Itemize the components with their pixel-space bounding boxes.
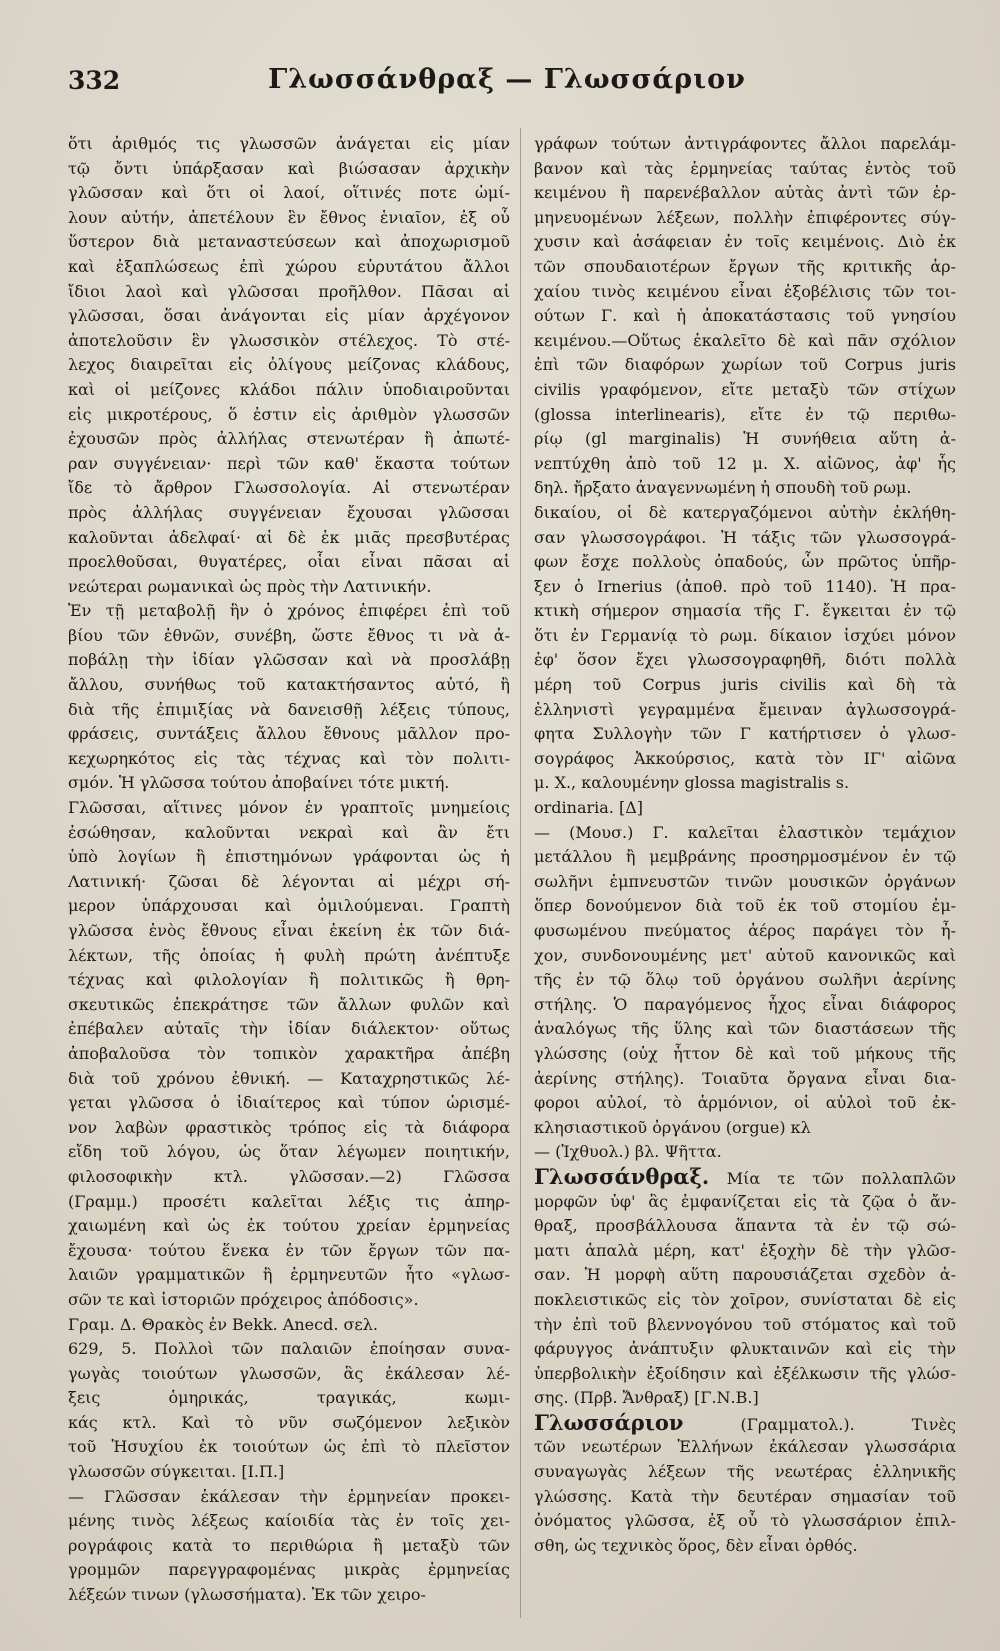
text-line: γεται γλῶσσα ὁ ἰδιαίτερος καὶ τύπον ὡρισμέ- (68, 1093, 510, 1113)
text-line: λέκτων, τῆς ὁποίας ἡ φυλὴ πρώτη ἀνέπτυξε (68, 945, 510, 965)
text-line: σογράφος Ἀκκούρσιος, κατὰ τὸν ΙΓ' αἰῶνα (534, 748, 956, 768)
text-line: γλῶσσαι, ὅσαι ἀνάγονται εἰς μίαν ἀρχέγονον (68, 306, 510, 326)
text-line: ἐχουσῶν πρὸς ἀλλήλας στενωτέραν ἢ ἀπωτέ- (68, 429, 510, 449)
right-column (534, 132, 956, 1558)
text-line: τῷ ὄντι ὑπάρξασαν καὶ βιώσασαν ἀρχικὴν (68, 158, 510, 178)
text-line (534, 1165, 956, 1190)
text-line: γλώσσης. Κατὰ τὴν δευτέραν σημασίαν τοῦ (534, 1486, 956, 1506)
text-line: ἴδιοι λαοὶ καὶ γλῶσσαι προῆλθον. Πᾶσαι αἱ (68, 281, 510, 301)
column-divider (520, 128, 521, 1618)
text-line: γράφων τούτων ἀντιγράφοντες ἄλλοι παρελάμ- (534, 134, 956, 153)
text-line: μηνευομένων λέξεων, πολλὴν ἐπιφέροντες σύγ- (534, 207, 956, 227)
text-line: Γλῶσσαι, αἵτινες μόνον ἐν γραπτοῖς μνημείοις (68, 798, 510, 818)
text-line: ποκλειστικῶς εἰς τὸν χοῖρον, συνίσταται δὲ εἰς (534, 1289, 956, 1309)
entry-headword: Γλωσσάνθραξ. (534, 1164, 710, 1189)
text-line: σθη, ὡς τεχνικὸς ὅρος, δὲν εἶναι ὀρθός. (534, 1535, 858, 1555)
text-line: ἐπὶ τῶν διαφόρων χωρίων τοῦ Corpus juris (534, 355, 956, 375)
text-line: χον, συνδονουμένης μετ' αὐτοῦ κανονικῶς καὶ (534, 945, 956, 965)
text-line: Ἐν τῇ μεταβολῇ ἣν ὁ χρόνος ἐπιφέρει ἐπὶ τοῦ (68, 601, 510, 621)
text-line: ποβάλῃ τὴν ἰδίαν γλῶσσαν καὶ νὰ προσλάβῃ (68, 650, 510, 670)
text-line: γωγὰς τοιούτων γλωσσῶν, ἃς ἐκάλεσαν λέ- (68, 1363, 510, 1383)
page-number: 332 (68, 66, 121, 95)
text-line: μορφῶν ὑφ' ἃς ἐμφανίζεται εἰς τὰ ζῷα ὁ ἄν- (534, 1191, 956, 1211)
text-line: κτικὴ σήμερον σημασία τῆς Γ. ἔγκειται ἐν τῷ (534, 601, 956, 621)
text-line: ἴδε τὸ ἄρθρον Γλωσσολογία. Αἱ στενωτέραν (68, 478, 510, 498)
text-line: ὅτι ἐν Γερμανίᾳ τὸ ρωμ. δίκαιον ἰσχύει μόνον (534, 625, 956, 645)
text-line: φητα Συλλογὴν τῶν Γ κατήρτισεν ὁ γλωσ- (534, 724, 956, 744)
text-line: λαιῶν γραμματικῶν ἢ ἑρμηνευτῶν ἦτο «γλωσ- (68, 1265, 510, 1285)
text-line: ὑπερβολικὴν ἐξοίδησιν καὶ ἐξέλκωσιν τῆς γλώσ- (534, 1363, 956, 1383)
text-line: ρογράφοις κατὰ το περιθώρια ἢ μεταξὺ τῶν (68, 1535, 510, 1555)
text-line: σκευτικῶς ἐπεκράτησε τῶν ἄλλων φυλῶν καὶ (68, 994, 510, 1014)
text-line: μένης τινὸς λέξεως καίοιδία τὰς ἐν τοῖς χει- (68, 1511, 510, 1531)
text-line: ραν συγγένειαν· περὶ τῶν καθ' ἕκαστα τούτων (68, 453, 510, 473)
text-line: μερον ὑπάρχουσαι καὶ ὁμιλούμεναι. Γραπτὴ (68, 896, 510, 916)
text-line: γλωσσῶν σύγκειται. [Ι.Π.] (68, 1462, 285, 1482)
entry-text: (Γραμματολ.). Τινὲς (683, 1414, 956, 1434)
text-line: τῶν σπουδαιοτέρων ἔργων τῆς κριτικῆς ἀρ- (534, 256, 956, 276)
text-line: λεχος διαιρεῖται εἰς ὀλίγους μείζονας κλάδους, (68, 355, 510, 375)
text-line: λέξεών τινων (γλωσσήματα). Ἐκ τῶν χειρο- (68, 1585, 426, 1605)
text-line: βανον καὶ τὰς ἑρμηνείας ταύτας ἐντὸς τοῦ (534, 158, 956, 178)
text-line: ἐσώθησαν, καλοῦνται νεκραὶ καὶ ἂν ἔτι (68, 822, 510, 842)
text-line: ξεν ὁ Irnerius (ἀποθ. πρὸ τοῦ 1140). Ἡ πρα- (534, 576, 956, 596)
page-header (64, 62, 950, 102)
text-line: θραξ, προσβάλλουσα ἅπαντα τὰ ἐν τῷ σώ- (534, 1216, 956, 1236)
entry-text: Μία τε τῶν πολλαπλῶν (709, 1168, 956, 1188)
text-line: ἐφ' ὅσον ἔχει γλωσσογραφηθῆ, διότι πολλὰ (534, 650, 956, 670)
text-line: — (Ἰχθυολ.) βλ. Ψῆττα. (534, 1142, 722, 1162)
text-line: σαν γλωσσογράφοι. Ἡ τάξις τῶν γλωσσογρά- (534, 527, 956, 547)
text-line: φων ἔσχε πολλοὺς ὀπαδούς, ὧν πρῶτος ὑπῆρ- (534, 552, 956, 572)
text-line: δηλ. ἤρξατο ἀναγεννωμένη ἡ σπουδὴ τοῦ ρωμ. (534, 478, 912, 498)
text-line: χυσιν καὶ ἀσάφειαν ἐν τοῖς κειμένοις. Διὸ ἐκ (534, 232, 956, 252)
text-line: σαν. Ἡ μορφὴ αὕτη παρουσιάζεται σχεδὸν ἀ- (534, 1265, 956, 1285)
text-line: κλησιαστικοῦ ὀργάνου (orgue) κλ (534, 1117, 811, 1137)
text-line: κάς κτλ. Καὶ τὸ νῦν σωζόμενον λεξικὸν (68, 1412, 510, 1432)
text-line: καὶ οἱ μείζονες κλάδοι πάλιν ὑποδιαιροῦνται (68, 379, 510, 399)
text-line: ὀνόματος γλῶσσα, ἐξ οὗ τὸ γλωσσάριον ἐπιλ- (534, 1511, 956, 1531)
text-line: φράσεις, συντάξεις ἄλλου ἔθνους μᾶλλον προ- (68, 724, 510, 744)
text-line: γρομμῶν παρεγγραφομένας μικρὰς ἑρμηνείας (68, 1560, 510, 1580)
text-line: ἐπέβαλεν αὐταῖς τὴν ἰδίαν διάλεκτον· οὕτως (68, 1019, 510, 1039)
text-line: ἔχουσα· τούτου ἕνεκα ἐν τῶν ἔργων τῶν πα- (68, 1240, 510, 1260)
text-line: ὕστερον διὰ μεταναστεύσεων καὶ ἀποχωρισμοῦ (68, 232, 510, 252)
text-line: ξεις ὁμηρικάς, τραγικάς, κωμι- (68, 1388, 510, 1408)
text-line: τέχνας καὶ φιλολογίαν ἢ πολιτικῶς ἢ θρη- (68, 970, 510, 990)
text-line: φιλοσοφικὴν κτλ. γλῶσσαν.—2) Γλῶσσα (68, 1166, 510, 1186)
text-line: 629, 5. Πολλοὶ τῶν παλαιῶν ἐποίησαν συνα- (68, 1339, 510, 1359)
text-line: ἀερίνης στήλης). Τοιαῦτα ὄργανα εἶναι δια- (534, 1068, 956, 1088)
text-line: βίου τῶν ἐθνῶν, συνέβη, ὥστε ἔθνος τι νὰ ἀ- (68, 625, 510, 645)
text-line: γλῶσσαν καὶ ὅτι οἱ λαοί, οἵτινές ποτε ὡμί- (68, 183, 510, 203)
text-line (534, 1411, 956, 1436)
text-line: ἀποτελοῦσιν ἓν γλωσσικὸν στέλεχος. Τὸ στέ- (68, 330, 510, 350)
text-line: ordinaria. [Δ] (534, 798, 643, 818)
text-line: — (Μουσ.) Γ. καλεῖται ἐλαστικὸν τεμάχιον (534, 822, 956, 842)
text-line: γλώσσης (οὐχ ἧττον δὲ καὶ τοῦ μήκους τῆς (534, 1043, 956, 1063)
text-line: διὰ τῆς ἐπιμιξίας νὰ δανεισθῇ λέξεις τύπους, (68, 699, 510, 719)
left-column (68, 132, 510, 1608)
text-line: Γραμ. Δ. Θρακὸς ἐν Bekk. Anecd. σελ. (68, 1314, 378, 1334)
text-line: εἰς μικροτέρους, ὅ ἐστιν εἰς ἀριθμὸν γλωσσῶν (68, 404, 510, 424)
text-line: ρίῳ (gl marginalis) Ἡ συνήθεια αὕτη ἀ- (534, 429, 956, 449)
text-line: νεώτεραι ρωμανικαὶ ὡς πρὸς τὴν Λατινικήν. (68, 576, 432, 596)
text-line: φυσωμένου πνεύματος ἀέρος παράγει τὸν ἦ- (534, 921, 956, 940)
text-line: ἀναλόγως τῆς ὕλης καὶ τῶν διαστάσεων τῆς (534, 1019, 956, 1039)
text-line: σμόν. Ἡ γλῶσσα τούτου ἀποβαίνει τότε μικτή. (68, 773, 450, 793)
text-line: ὅπερ δονούμενον διὰ τοῦ ἐκ τοῦ στομίου ἐμ- (534, 896, 956, 916)
text-line: νεπτύχθη ἀπὸ τοῦ 12 μ. Χ. αἰῶνος, ἀφ' ἧς (534, 453, 956, 473)
text-line: σης. (Πρβ. Ἄνθραξ) [Γ.Ν.Β.] (534, 1388, 759, 1408)
text-line: ὑπὸ λογίων ἢ ἐπιστημόνων γράφονται ὡς ἡ (68, 847, 510, 867)
entry-headword: Γλωσσάριον (534, 1410, 684, 1435)
text-line: σῶν τε καὶ ἱστοριῶν πρόχειρος ἀπόδοσις». (68, 1289, 419, 1309)
text-line: καλοῦνται ἀδελφαί· αἱ δὲ ἐκ μιᾶς πρεσβυτέρας (68, 527, 510, 547)
text-line: Λατινική· ζῶσαι δὲ λέγονται αἱ μέχρι σή- (68, 871, 510, 891)
text-line: ἄλλου, συνήθως τοῦ κατακτήσαντος αὐτό, ἢ (68, 675, 510, 695)
text-line: μέρη τοῦ Corpus juris civilis καὶ δὴ τὰ (534, 675, 956, 695)
text-line: civilis γραφόμενον, εἴτε μεταξὺ τῶν στίχων (534, 379, 956, 399)
text-line: τὴν ἐπὶ τοῦ βλεννογόνου τοῦ στόματος καὶ τοῦ (534, 1314, 956, 1334)
text-line: φοροι αὐλοί, τὸ ἁρμόνιον, οἱ αὐλοὶ τοῦ ἐκ- (534, 1093, 956, 1113)
text-line: ἑλληνιστὶ γεγραμμένα ἔμειναν ἀγλωσσογρά- (534, 699, 956, 719)
text-line: μ. Χ., καλουμένην glossa magistralis s. (534, 773, 850, 793)
text-line: καὶ ἐξαπλώσεως ἐπὶ χώρου εὐρυτάτου ἄλλοι (68, 256, 510, 276)
text-line: — Γλῶσσαν ἐκάλεσαν τὴν ἑρμηνείαν προκει- (68, 1486, 510, 1506)
text-line: δικαίου, οἱ δὲ κατεργαζόμενοι αὐτὴν ἐκλήθη- (534, 502, 956, 522)
text-line: μετάλλου ἢ μεμβράνης προσηρμοσμένον ἐν τῷ (534, 847, 956, 867)
text-line: χαιωμένη καὶ ὡς ἐκ τούτου χρείαν ἑρμηνείας (68, 1216, 510, 1236)
text-line: κεχωρηκότος εἰς τὰς τέχνας καὶ τὸν πολιτι- (68, 748, 510, 768)
text-line: ὅτι ἀριθμός τις γλωσσῶν ἀνάγεται εἰς μίαν (68, 134, 510, 153)
text-line: (Γραμμ.) προσέτι καλεῖται λέξις τις ἀπηρ- (68, 1191, 510, 1211)
text-line: φάρυγγος ἀνάπτυξιν φλυκταινῶν καὶ εἰς τὴν (534, 1339, 956, 1359)
text-line: κειμένου.—Οὕτως ἐκαλεῖτο δὲ καὶ πᾶν σχόλιον (534, 330, 956, 350)
text-line: λουν αὐτήν, ἀπετέλουν ἓν ἔθνος ἑνιαῖον, ἐξ οὗ (68, 207, 510, 227)
text-line: συναγωγὰς λέξεων τῆς νεωτέρας ἑλληνικῆς (534, 1462, 956, 1482)
running-title: Γλωσσάνθραξ — Γλωσσάριον (268, 64, 746, 95)
text-line: πρὸς ἀλλήλας συγγένειαν ἔχουσαι γλῶσσαι (68, 502, 510, 522)
text-line: (glossa interlinearis), εἴτε ἐν τῷ περιθω- (534, 404, 956, 424)
text-line: διὰ τοῦ χρόνου ἐθνική. — Καταχρηστικῶς λέ- (68, 1068, 510, 1088)
text-line: ματι ἁπαλὰ μέρη, κατ' ἐξοχὴν δὲ τὴν γλῶσ- (534, 1240, 956, 1260)
text-line: ἀποβαλοῦσα τὸν τοπικὸν χαρακτῆρα ἀπέβη (68, 1043, 510, 1063)
text-line: τῶν νεωτέρων Ἑλλήνων ἐκάλεσαν γλωσσάρια (534, 1437, 956, 1457)
text-line: τοῦ Ἡσυχίου ἐκ τοιούτων ὡς ἐπὶ τὸ πλεῖστον (68, 1437, 510, 1457)
text-line: προελθοῦσαι, θυγατέρες, οἷαι εἶναι πᾶσαι αἱ (68, 552, 510, 572)
text-line: εἴδη τοῦ λόγου, ὡς ὅταν λέγωμεν ποιητικήν, (68, 1142, 510, 1162)
text-line: τῆς ἐν τῷ ὅλῳ τοῦ ὀργάνου σωλῆνι ἀερίνης (534, 970, 956, 990)
text-line: νον λαβὼν φραστικὸς τρόπος εἰς τὰ διάφορα (68, 1117, 510, 1137)
text-line: ούτων Γ. καὶ ἡ ἀποκατάστασις τοῦ γνησίου (534, 306, 956, 326)
text-line: χαίου τινὸς κειμένου εἶναι ἐξοβέλισις τῶν τοι- (534, 281, 956, 301)
text-line: γλῶσσα ἑνὸς ἔθνους εἶναι ἐκείνη ἐκ τῶν διά- (68, 921, 510, 940)
text-line: σωλῆνι ἐμπνευστῶν τινῶν μουσικῶν ὀργάνων (534, 871, 956, 891)
text-line: κειμένου ἢ παρενέβαλλον αὐτὰς ἀντὶ τῶν ἑρ- (534, 183, 956, 203)
text-line: στήλης. Ὁ παραγόμενος ἦχος εἶναι διάφορος (534, 994, 956, 1014)
